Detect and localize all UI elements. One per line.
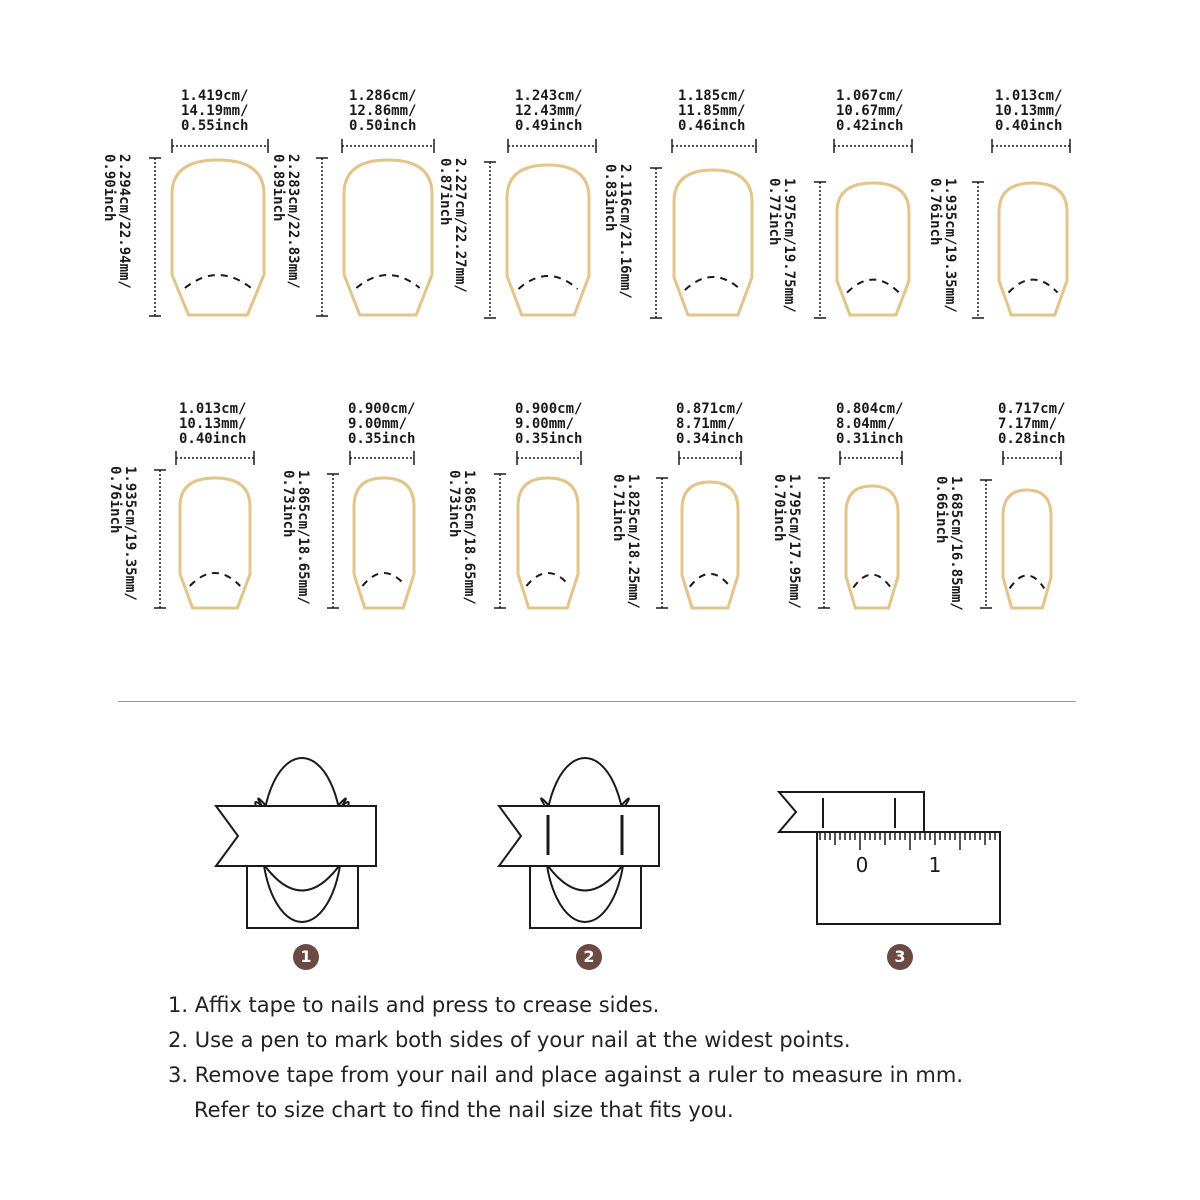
nail-outline-10 (682, 482, 738, 608)
nail-outline-3 (507, 165, 589, 315)
width-label-line: 0.871cm/ (676, 401, 744, 417)
width-label-1 (181, 89, 248, 134)
nail-outline-6 (999, 183, 1067, 315)
width-label-line: 10.13mm/ (179, 416, 247, 432)
length-label-line: 0.87inch (437, 158, 453, 226)
length-label-1 (101, 154, 131, 289)
width-label-9 (515, 402, 582, 447)
width-label-6 (995, 89, 1062, 134)
length-label-line: 0.89inch (270, 154, 286, 222)
length-label-line: 0.73inch (280, 470, 296, 538)
width-label-12 (998, 402, 1065, 447)
length-label-line: 2.294cm/22.94mm/ (116, 154, 132, 289)
length-label-9 (446, 470, 476, 605)
width-label-line: 1.067cm/ (836, 88, 904, 104)
width-label-11 (836, 402, 903, 447)
width-label-line: 14.19mm/ (181, 103, 249, 119)
nail-outline-12 (1003, 490, 1051, 608)
width-label-line: 0.900cm/ (348, 401, 416, 417)
step2-illustration (499, 758, 659, 928)
width-label-line: 1.419cm/ (181, 88, 249, 104)
width-label-line: 0.31inch (836, 431, 904, 447)
length-label-line: 0.83inch (602, 164, 618, 232)
width-label-10 (676, 402, 743, 447)
measuring-steps-illustration (0, 740, 1200, 980)
length-label-4 (602, 164, 632, 299)
width-label-line: 1.013cm/ (179, 401, 247, 417)
width-label-line: 0.42inch (836, 118, 904, 134)
length-label-line: 1.865cm/18.65mm/ (461, 470, 477, 605)
length-label-line: 0.76inch (107, 466, 123, 534)
width-label-line: 7.17mm/ (998, 416, 1058, 432)
width-label-line: 10.67mm/ (836, 103, 904, 119)
length-label-line: 0.76inch (927, 178, 943, 246)
step1-illustration (216, 758, 376, 928)
width-label-line: 12.86mm/ (349, 103, 417, 119)
nail-outline-4 (674, 170, 752, 315)
length-label-line: 0.77inch (766, 178, 782, 246)
nail-outline-1 (172, 160, 264, 315)
nail-outline-8 (354, 478, 414, 608)
length-label-12 (933, 476, 963, 611)
instruction-3-continued: Refer to size chart to find the nail size that fits you. (194, 1098, 734, 1122)
length-label-3 (437, 158, 467, 293)
length-label-line: 0.66inch (933, 476, 949, 544)
width-label-line: 0.35inch (348, 431, 416, 447)
length-label-line: 1.685cm/16.85mm/ (948, 476, 964, 611)
length-label-line: 1.825cm/18.25mm/ (625, 474, 641, 609)
step-badge-1: 1 (293, 944, 319, 970)
length-label-line: 1.935cm/19.35mm/ (942, 178, 958, 313)
width-label-line: 0.46inch (678, 118, 746, 134)
step-badge-2: 2 (576, 944, 602, 970)
step3-illustration (779, 792, 1000, 924)
width-label-7 (179, 402, 246, 447)
width-label-line: 1.013cm/ (995, 88, 1063, 104)
length-label-2 (270, 154, 300, 289)
nail-outline-5 (837, 183, 909, 315)
length-label-10 (610, 474, 640, 609)
length-label-6 (927, 178, 957, 313)
length-label-line: 2.116cm/21.16mm/ (617, 164, 633, 299)
width-label-line: 0.28inch (998, 431, 1066, 447)
length-label-line: 0.73inch (446, 470, 462, 538)
width-label-line: 1.185cm/ (678, 88, 746, 104)
width-label-4 (678, 89, 745, 134)
width-label-line: 0.55inch (181, 118, 249, 134)
width-label-line: 8.04mm/ (836, 416, 896, 432)
width-label-line: 0.49inch (515, 118, 583, 134)
length-label-line: 0.90inch (101, 154, 117, 222)
nail-outline-9 (518, 478, 578, 608)
width-label-line: 0.34inch (676, 431, 744, 447)
instruction-3: 3. Remove tape from your nail and place against a ruler to measure in mm. (168, 1063, 963, 1087)
width-label-line: 0.50inch (349, 118, 417, 134)
width-label-line: 1.243cm/ (515, 88, 583, 104)
length-label-line: 1.935cm/19.35mm/ (122, 466, 138, 601)
width-label-line: 0.40inch (179, 431, 247, 447)
width-label-line: 11.85mm/ (678, 103, 746, 119)
nail-outline-2 (344, 160, 432, 315)
ruler-label-1: 1 (928, 853, 942, 877)
length-label-line: 1.975cm/19.75mm/ (781, 178, 797, 313)
width-label-2 (349, 89, 416, 134)
length-label-line: 0.71inch (610, 474, 626, 542)
width-label-line: 1.286cm/ (349, 88, 417, 104)
length-label-line: 2.227cm/22.27mm/ (452, 158, 468, 293)
width-label-line: 0.900cm/ (515, 401, 583, 417)
width-label-line: 0.35inch (515, 431, 583, 447)
length-label-5 (766, 178, 796, 313)
instruction-1: 1. Affix tape to nails and press to crease sides. (168, 993, 660, 1017)
width-label-line: 9.00mm/ (515, 416, 575, 432)
width-label-line: 12.43mm/ (515, 103, 583, 119)
length-label-line: 1.795cm/17.95mm/ (786, 474, 802, 609)
width-label-line: 0.40inch (995, 118, 1063, 134)
width-label-line: 8.71mm/ (676, 416, 736, 432)
length-label-7 (107, 466, 137, 601)
section-divider (118, 701, 1076, 702)
length-label-line: 1.865cm/18.65mm/ (295, 470, 311, 605)
length-label-line: 2.283cm/22.83mm/ (285, 154, 301, 289)
length-label-line: 0.70inch (771, 474, 787, 542)
width-label-8 (348, 402, 415, 447)
width-label-line: 0.804cm/ (836, 401, 904, 417)
length-label-11 (771, 474, 801, 609)
ruler-label-0: 0 (855, 853, 869, 877)
width-label-line: 0.717cm/ (998, 401, 1066, 417)
width-label-5 (836, 89, 903, 134)
step-badge-3: 3 (887, 944, 913, 970)
nail-outline-11 (846, 486, 898, 608)
instruction-2: 2. Use a pen to mark both sides of your nail at the widest points. (168, 1028, 851, 1052)
nail-outline-7 (180, 478, 250, 608)
length-label-8 (280, 470, 310, 605)
width-label-line: 9.00mm/ (348, 416, 408, 432)
width-label-line: 10.13mm/ (995, 103, 1063, 119)
instructions (168, 988, 963, 1128)
width-label-3 (515, 89, 582, 134)
